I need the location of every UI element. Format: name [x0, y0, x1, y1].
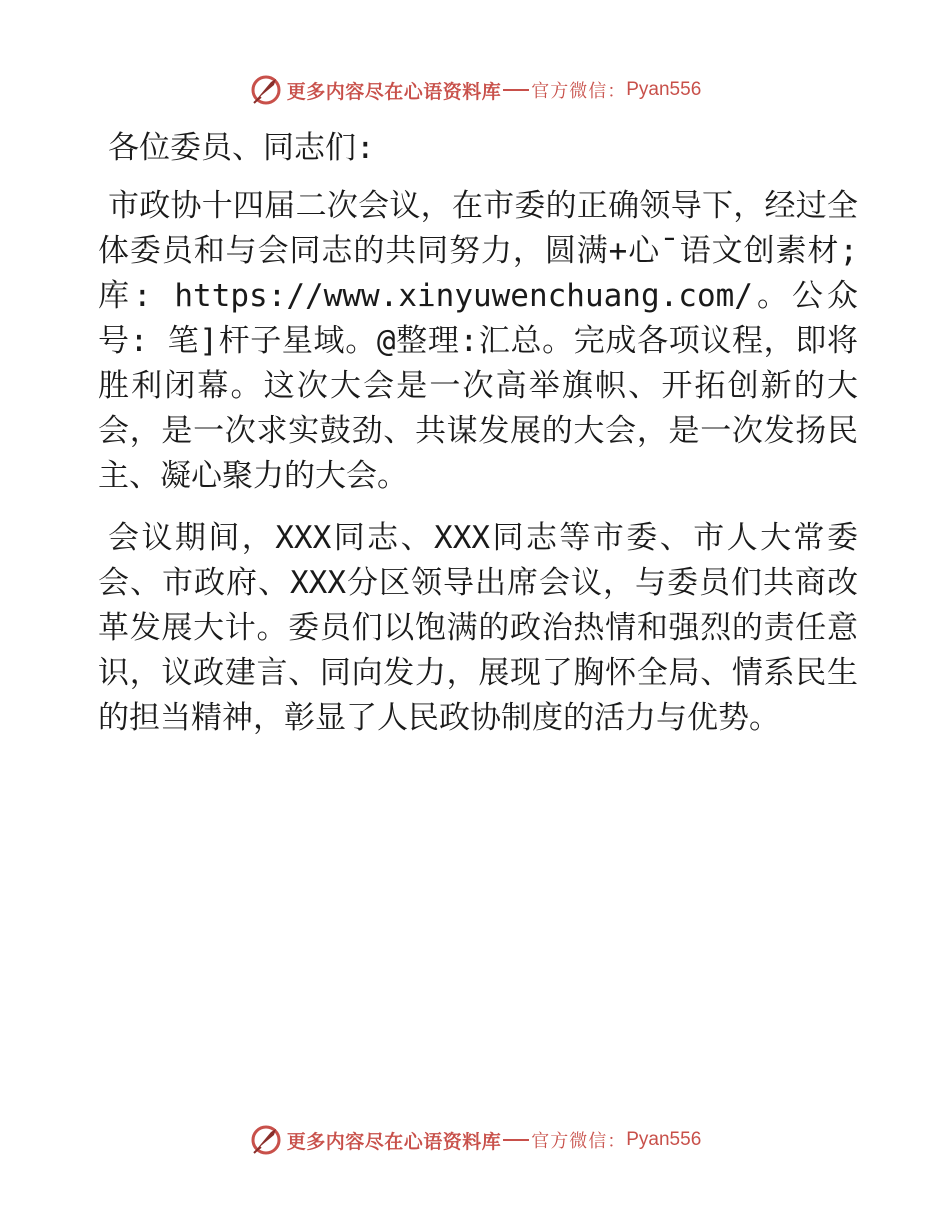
official-label: 官方微信： [531, 1131, 627, 1152]
divider-dash [503, 89, 529, 91]
brand-text: 更多内容尽在心语资料库 [286, 1130, 502, 1153]
salutation: 各位委员、同志们: [108, 130, 375, 166]
footer-watermark-banner [0, 1120, 950, 1160]
quill-pen-logo-icon [249, 73, 283, 107]
divider-dash [503, 1139, 529, 1141]
quill-pen-logo-icon [249, 1123, 283, 1157]
paragraph-1: 市政协十四届二次会议，在市委的正确领导下，经过全体委员和与会同志的共同努力，圆满+心¯语文创素材;库: https://www.xinyuwenchuang.com/。公众号: 笔]杆子星域。@整理:汇总。完成各项议程，即将胜利闭幕。这次大会是一次高举旗帜、开拓创新的大会，是一次求实鼓劲、共谋发展的大会，是一次发扬民主、凝心聚力的大会。 [98, 188, 858, 494]
wechat-id: Pyan556 [626, 1129, 702, 1150]
paragraph-2: 会议期间，XXX同志、XXX同志等市委、市人大常委会、市政府、XXX分区领导出席会议，与委员们共商改革发展大计。委员们以饱满的政治热情和强烈的责任意识，议政建言、同向发力，展现了胸怀全局、情系民生的担当精神，彰显了人民政协制度的活力与优势。 [98, 520, 858, 736]
brand-text: 更多内容尽在心语资料库 [286, 80, 502, 103]
header-watermark-banner [0, 70, 950, 110]
official-label: 官方微信： [531, 81, 627, 102]
wechat-id: Pyan556 [626, 79, 702, 100]
document-body [98, 126, 858, 758]
